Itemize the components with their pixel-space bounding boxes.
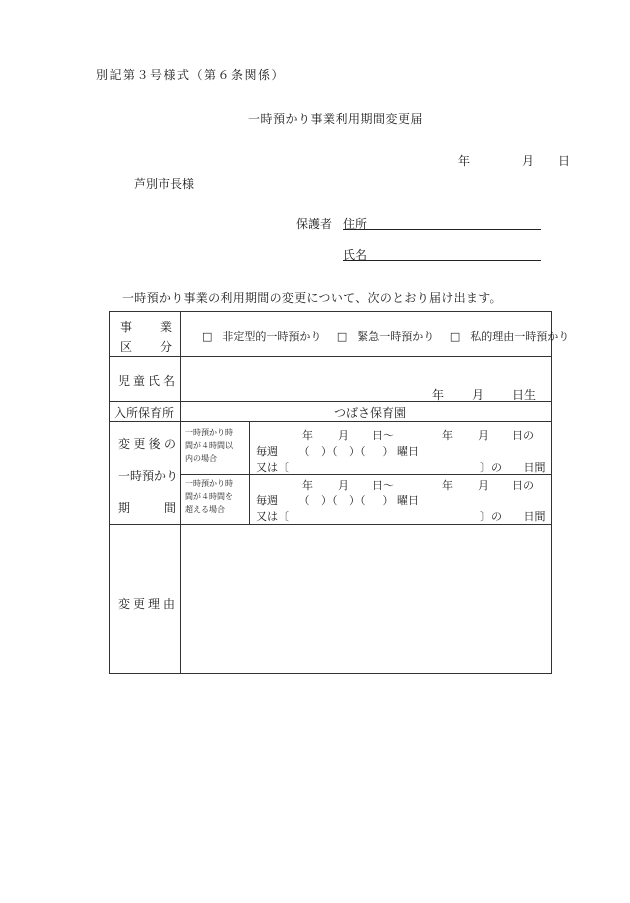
address-field[interactable] <box>343 229 541 230</box>
paren: ）（ <box>349 494 366 507</box>
option-emergency[interactable] <box>337 330 434 343</box>
paren: （ <box>298 445 310 458</box>
date-month-label: 月 <box>521 154 534 168</box>
label-line: 超える場合 <box>185 504 225 514</box>
birth-month-label: 月 <box>472 388 485 402</box>
paren: ）（ <box>321 494 338 507</box>
option-label: 私的理由一時預かり <box>470 330 570 343</box>
label-char: 期 <box>118 501 131 515</box>
within4-label <box>185 429 233 463</box>
paren: （ <box>298 494 310 507</box>
period-label-line1 <box>118 435 176 452</box>
label-char: 分 <box>159 340 172 354</box>
paren: ） <box>382 445 394 458</box>
guardian-label: 保護者 <box>296 217 333 231</box>
range-month: 月 <box>478 429 489 442</box>
within4-weekly[interactable] <box>256 443 419 459</box>
checkbox-empty-icon[interactable]: □ <box>202 330 213 343</box>
weekly-prefix: 毎週 <box>256 445 278 458</box>
address-label: 住所 <box>343 217 368 231</box>
paren: ）（ <box>321 445 338 458</box>
or-suffix: 〕の <box>480 510 502 523</box>
checkbox-empty-icon[interactable]: □ <box>449 330 461 343</box>
within4-range[interactable] <box>302 427 534 443</box>
row-divider <box>110 356 551 357</box>
label-char: 更 <box>133 437 146 451</box>
over4-range[interactable] <box>302 477 534 493</box>
range-day: 日〜 <box>372 429 394 442</box>
paren: ）（ <box>349 445 366 458</box>
range-day: 日〜 <box>372 479 394 492</box>
within4-or-line[interactable] <box>256 459 289 475</box>
over4-or-line[interactable] <box>256 508 289 524</box>
range-month: 月 <box>478 479 489 492</box>
reason-field[interactable] <box>182 526 550 672</box>
range-year: 年 <box>302 479 313 492</box>
range-day: 日の <box>512 429 534 442</box>
birth-year-label: 年 <box>432 388 445 402</box>
range-day: 日の <box>512 479 534 492</box>
weekly-suffix: 曜日 <box>397 494 419 507</box>
option-non-routine[interactable] <box>202 330 321 343</box>
intro-text: 一時預かり事業の利用期間の変更について、次のとおり届け出ます。 <box>122 291 502 305</box>
option-label: 緊急一時預かり <box>357 330 435 343</box>
addressee: 芦別市長様 <box>134 177 195 191</box>
name-label: 氏名 <box>343 248 368 262</box>
label-char: 業 <box>159 320 172 334</box>
nursery-label: 入所保育所 <box>114 406 175 420</box>
over4-weekly[interactable] <box>256 492 419 508</box>
range-year: 年 <box>442 429 453 442</box>
range-year: 年 <box>442 479 453 492</box>
label-line: 間が４時間以 <box>185 440 233 450</box>
date-day-label: 日 <box>557 154 570 168</box>
over4-days[interactable] <box>480 508 546 524</box>
business-type-label-top <box>120 318 172 335</box>
business-type-options <box>202 328 569 344</box>
label-char: 変 <box>118 437 131 451</box>
form-table <box>109 311 570 674</box>
label-line: 一時預かり時 <box>185 428 233 437</box>
submission-date[interactable] <box>458 152 570 169</box>
form-number: 別記第３号様式（第６条関係） <box>96 68 286 82</box>
label-line: 内の場合 <box>185 453 217 463</box>
or-prefix: 又は〔 <box>256 510 289 523</box>
period-label-line3 <box>118 499 176 516</box>
over4-label <box>185 480 233 514</box>
label-line: 間が４時間を <box>185 491 233 501</box>
column-divider <box>249 421 250 524</box>
or-prefix: 又は〔 <box>256 461 289 474</box>
child-birthdate[interactable] <box>432 386 536 403</box>
label-char: 事 <box>120 320 133 334</box>
days-label: 日間 <box>523 510 546 523</box>
within4-days[interactable] <box>480 459 546 475</box>
period-label-line2: 一時預かり <box>118 469 179 483</box>
label-char: 間 <box>163 501 176 515</box>
document-title: 一時預かり事業利用期間変更届 <box>248 112 424 126</box>
label-char: 区 <box>120 340 133 354</box>
nursery-value: つばさ保育園 <box>334 406 407 420</box>
label-char: の <box>163 437 176 451</box>
checkbox-empty-icon[interactable]: □ <box>336 330 348 343</box>
business-type-label-bottom <box>120 338 172 355</box>
weekly-suffix: 曜日 <box>397 445 419 458</box>
row-divider <box>110 524 551 525</box>
option-private-reason[interactable] <box>450 330 569 343</box>
label-char: 後 <box>148 437 161 451</box>
child-name-label: 児童氏名 <box>118 374 179 388</box>
date-year-label: 年 <box>458 154 471 168</box>
range-month: 月 <box>338 479 349 492</box>
range-year: 年 <box>302 429 313 442</box>
row-divider <box>110 421 551 422</box>
column-divider <box>180 312 181 673</box>
label-line: 一時預かり時 <box>185 479 233 488</box>
birth-day-label: 日生 <box>512 388 537 402</box>
option-label: 非定型的一時預かり <box>222 330 322 343</box>
range-month: 月 <box>338 429 349 442</box>
paren: ） <box>382 494 394 507</box>
reason-label: 変更理由 <box>118 597 179 611</box>
weekly-prefix: 毎週 <box>256 494 278 507</box>
or-suffix: 〕の <box>480 461 502 474</box>
days-label: 日間 <box>523 461 546 474</box>
name-field[interactable] <box>343 260 541 261</box>
